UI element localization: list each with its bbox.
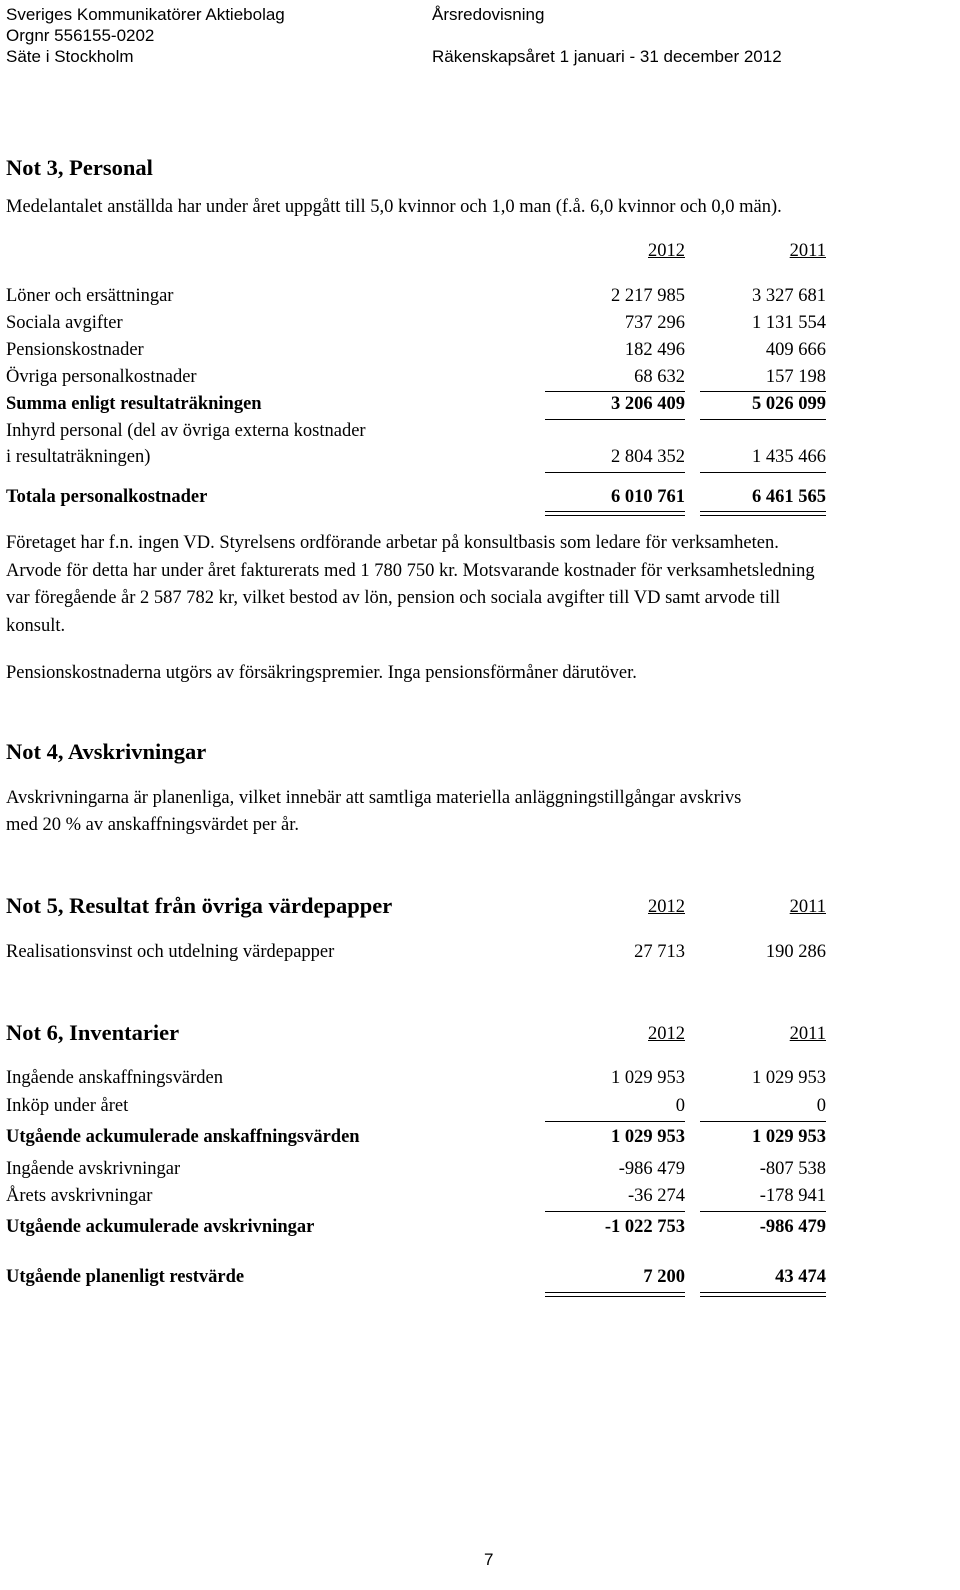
- not3-pension-paragraph: Pensionskostnaderna utgörs av försäkringspremier. Inga pensionsförmåner därutöver.: [6, 663, 637, 683]
- total-double-rule: [700, 511, 826, 516]
- not5-title: Not 5, Resultat från övriga värdepapper: [6, 893, 393, 918]
- subtotal-rule: [700, 1121, 826, 1122]
- not6-row-2011: -178 941: [759, 1186, 826, 1206]
- not3-row-2012: 182 496: [624, 340, 685, 360]
- not5-row-label: Realisationsvinst och utdelning värdepapper: [6, 942, 335, 962]
- not6-col-2012: 2012: [648, 1024, 685, 1044]
- not3-paragraph-line: Arvode för detta har under året fakturerats med 1 780 750 kr. Motsvarande kostnader för verksamhetsledning: [6, 561, 815, 581]
- not3-total-label: Totala personalkostnader: [6, 487, 208, 507]
- not3-inhyrd-label: Inhyrd personal (del av övriga externa kostnader: [6, 421, 366, 441]
- not3-inhyrd-2012: 2 804 352: [611, 447, 685, 467]
- not6-subtotal-2012: -1 022 753: [604, 1217, 685, 1237]
- not6-restvarde-2011: 43 474: [775, 1267, 826, 1287]
- not4-text-line: Avskrivningarna är planenliga, vilket innebär att samtliga materiella anläggningstillgångar avskrivs: [6, 788, 742, 808]
- not6-row-label: Årets avskrivningar: [6, 1186, 153, 1206]
- not6-subtotal-2011: -986 479: [759, 1217, 826, 1237]
- not6-row-2011: -807 538: [759, 1159, 826, 1179]
- not3-title: Not 3, Personal: [6, 155, 153, 180]
- not3-paragraph-line: konsult.: [6, 616, 66, 636]
- not3-row-2012: 737 296: [624, 313, 685, 333]
- subtotal-rule: [545, 1121, 685, 1122]
- not6-row-label: Ingående anskaffningsvärden: [6, 1068, 223, 1088]
- subtotal-rule: [700, 1211, 826, 1212]
- not6-subtotal-label: Utgående ackumulerade avskrivningar: [6, 1217, 315, 1237]
- not3-row-label: Löner och ersättningar: [6, 286, 174, 306]
- not3-total-2012: 6 010 761: [611, 487, 685, 507]
- not6-row-2012: 0: [675, 1096, 685, 1116]
- registered-seat: Säte i Stockholm: [6, 47, 134, 66]
- total-double-rule: [700, 1292, 826, 1297]
- not6-restvarde-2012: 7 200: [643, 1267, 685, 1287]
- inhyrd-rule: [700, 472, 826, 473]
- not3-inhyrd-2011: 1 435 466: [752, 447, 826, 467]
- not3-row-2012: 68 632: [634, 367, 685, 387]
- not3-row-2011: 409 666: [765, 340, 826, 360]
- page-number: 7: [484, 1550, 494, 1569]
- not3-summa-2012: 3 206 409: [611, 394, 685, 414]
- total-double-rule: [545, 511, 685, 516]
- not5-row-2011: 190 286: [765, 942, 826, 962]
- not3-inhyrd-label-cont: i resultaträkningen): [6, 447, 151, 467]
- not6-subtotal-2011: 1 029 953: [752, 1127, 826, 1147]
- not6-restvarde-label: Utgående planenligt restvärde: [6, 1267, 245, 1287]
- not6-row-label: Inköp under året: [6, 1096, 129, 1116]
- not5-row-2012: 27 713: [634, 942, 685, 962]
- not3-paragraph-line: var föregående år 2 587 782 kr, vilket bestod av lön, pension och sociala avgifter till VD samt arvode till: [6, 588, 781, 608]
- not6-row-2012: -36 274: [627, 1186, 685, 1206]
- not3-summa-label: Summa enligt resultaträkningen: [6, 394, 262, 414]
- inhyrd-rule: [545, 472, 685, 473]
- company-name: Sveriges Kommunikatörer Aktiebolag: [6, 5, 285, 24]
- not3-summa-2011: 5 026 099: [752, 394, 826, 414]
- total-double-rule: [545, 1292, 685, 1297]
- fiscal-year: Räkenskapsåret 1 januari - 31 december 2012: [432, 47, 782, 66]
- org-number: Orgnr 556155-0202: [6, 26, 155, 45]
- document-type: Årsredovisning: [432, 5, 545, 24]
- subtotal-rule: [545, 391, 685, 392]
- not6-subtotal-label: Utgående ackumulerade anskaffningsvärden: [6, 1127, 360, 1147]
- not3-row-label: Sociala avgifter: [6, 313, 123, 333]
- not6-row-2012: -986 479: [618, 1159, 685, 1179]
- not3-col-2012: 2012: [648, 241, 685, 261]
- summa-rule: [700, 419, 826, 420]
- not6-row-2011: 1 029 953: [752, 1068, 826, 1088]
- not3-total-2011: 6 461 565: [752, 487, 826, 507]
- not3-row-2011: 3 327 681: [752, 286, 826, 306]
- not3-row-label: Övriga personalkostnader: [6, 367, 197, 387]
- not3-intro: Medelantalet anställda har under året uppgått till 5,0 kvinnor och 1,0 man (f.å. 6,0 kvinnor och 0,0 män).: [6, 197, 782, 217]
- not6-subtotal-2012: 1 029 953: [611, 1127, 685, 1147]
- not5-col-2011: 2011: [789, 897, 826, 917]
- not6-row-2012: 1 029 953: [611, 1068, 685, 1088]
- not6-col-2011: 2011: [789, 1024, 826, 1044]
- summa-rule: [545, 419, 685, 420]
- not3-row-2012: 2 217 985: [611, 286, 685, 306]
- not6-row-2011: 0: [816, 1096, 826, 1116]
- not4-title: Not 4, Avskrivningar: [6, 739, 207, 764]
- not3-row-label: Pensionskostnader: [6, 340, 144, 360]
- not5-col-2012: 2012: [648, 897, 685, 917]
- subtotal-rule: [545, 1211, 685, 1212]
- not3-paragraph-line: Företaget har f.n. ingen VD. Styrelsens ordförande arbetar på konsultbasis som ledare för verksamheten.: [6, 533, 779, 553]
- not6-title: Not 6, Inventarier: [6, 1020, 180, 1045]
- not3-row-2011: 157 198: [765, 367, 826, 387]
- not4-text-line: med 20 % av anskaffningsvärdet per år.: [6, 815, 299, 835]
- not3-row-2011: 1 131 554: [752, 313, 826, 333]
- not3-col-2011: 2011: [789, 241, 826, 261]
- subtotal-rule: [700, 391, 826, 392]
- not6-row-label: Ingående avskrivningar: [6, 1159, 181, 1179]
